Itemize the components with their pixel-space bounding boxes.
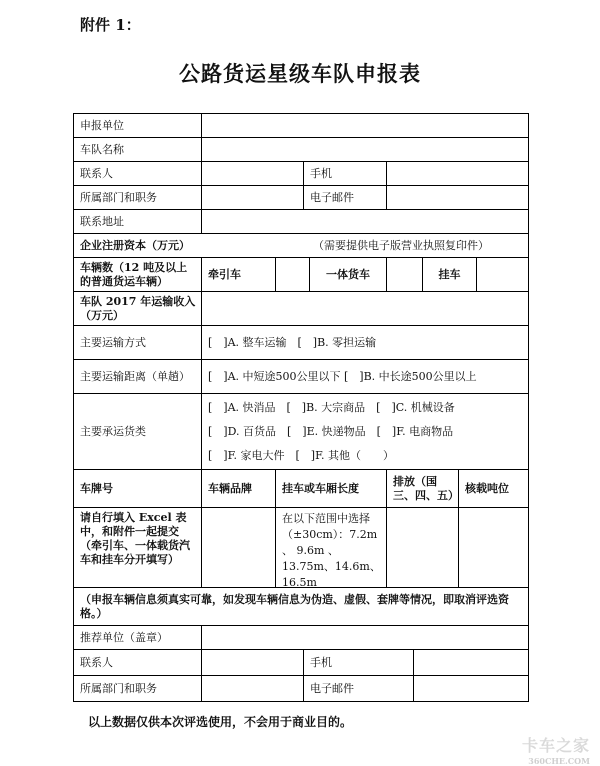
capital-note: （需要提供电子版营业执照复印件） [313,239,489,252]
row-applicant-unit [73,113,529,137]
address-field[interactable] [201,209,529,233]
header-length: 挂车或车厢长度 [275,469,386,507]
table-bottom-border [73,701,529,702]
phone-2-field[interactable] [413,649,529,675]
label-department: 所属部门和职务 [73,185,201,209]
label-contact: 联系人 [73,161,201,185]
row-recommender [73,625,529,649]
recommender-field[interactable] [201,625,529,649]
label-phone: 手机 [303,161,386,185]
footer-note: 以上数据仅供本次评选使用，不会用于商业目的。 [88,715,353,729]
attachment-label: 附件 1： [80,16,141,34]
row-transport-distance [73,359,529,393]
label-email: 电子邮件 [303,185,386,209]
cargo-option-line-2[interactable]: [ ]D. 百货品 [ ]E. 快递物品 [ ]F. 电商物品 [208,424,454,438]
length-hint: 在以下范围中选择（±30cm）：7.2m 、 9.6m 、13.75m、14.6m、16.5m [275,507,386,587]
vehicle-instructions: 请自行填入 Excel 表中，和附件一起提交（牵引车、一体载货汽车和挂车分开填写） [73,507,201,587]
row-contact-2 [73,649,529,675]
label-fleet-name: 车队名称 [73,137,201,161]
row-revenue [73,291,529,325]
row-department [73,185,529,209]
row-contact [73,161,529,185]
watermark-logo [522,733,590,766]
row-declaration [73,587,529,625]
row-fleet-name [73,137,529,161]
cargo-option-line-1[interactable]: [ ]A. 快消品 [ ]B. 大宗商品 [ ]C. 机械设备 [208,400,455,414]
label-applicant-unit: 申报单位 [73,113,201,137]
row-registered-capital [73,233,529,257]
transport-mode-options[interactable]: [ ]A. 整车运输 [ ]B. 零担运输 [201,325,529,359]
transport-distance-options[interactable]: [ ]A. 中短途500公里以下 [ ]B. 中长途500公里以上 [201,359,529,393]
label-integral-truck: 一体货车 [309,257,386,291]
label-registered-capital: 企业注册资本（万元） [73,233,529,257]
email-field[interactable] [386,185,529,209]
trailer-count-field[interactable] [476,257,529,291]
label-transport-mode: 主要运输方式 [73,325,201,359]
contact-field[interactable] [201,161,303,185]
form-title: 公路货运星级车队申报表 [179,61,421,86]
label-revenue: 车队 2017 年运输收入（万元） [73,291,201,325]
row-vehicle-count [73,257,529,291]
row-transport-mode [73,325,529,359]
cargo-option-line-3[interactable]: [ ]F. 家电大件 [ ]F. 其他（ ） [208,448,394,462]
header-plate: 车牌号 [73,469,201,507]
label-phone-2: 手机 [303,649,413,675]
cargo-type-options[interactable] [201,393,529,469]
row-vehicle-header [73,469,529,507]
label-tractor: 牵引车 [201,257,275,291]
declaration-text: （申报车辆信息须真实可靠，如发现车辆信息为伪造、虚假、套牌等情况，即取消评选资格。） [73,587,529,625]
email-2-field[interactable] [413,675,529,701]
watermark-sub: 360CHE.COM [528,756,590,766]
watermark-text: 卡车之家 [521,736,590,755]
tractor-count-field[interactable] [275,257,309,291]
revenue-field[interactable] [201,291,529,325]
header-brand: 车辆品牌 [201,469,275,507]
header-load: 核载吨位 [458,469,529,507]
emission-field[interactable] [386,507,458,587]
fleet-name-field[interactable] [201,137,529,161]
label-transport-distance: 主要运输距离（单趟） [73,359,201,393]
department-field[interactable] [201,185,303,209]
label-cargo-type: 主要承运货类 [73,393,201,469]
header-emission: 排放（国三、四、五） [386,469,458,507]
row-department-2 [73,675,529,701]
application-form-table [73,113,531,702]
label-department-2: 所属部门和职务 [73,675,201,701]
applicant-unit-field[interactable] [201,113,529,137]
brand-field[interactable] [201,507,275,587]
load-field[interactable] [458,507,529,587]
phone-field[interactable] [386,161,529,185]
label-recommender: 推荐单位（盖章） [73,625,201,649]
label-email-2: 电子邮件 [303,675,413,701]
contact-2-field[interactable] [201,649,303,675]
label-trailer: 挂车 [422,257,476,291]
row-address [73,209,529,233]
label-address: 联系地址 [73,209,201,233]
department-2-field[interactable] [201,675,303,701]
truck-count-field[interactable] [386,257,422,291]
row-cargo-type [73,393,529,469]
label-vehicle-count: 车辆数（12 吨及以上的普通货运车辆） [73,257,201,291]
label-contact-2: 联系人 [73,649,201,675]
row-vehicle-detail [73,507,529,587]
